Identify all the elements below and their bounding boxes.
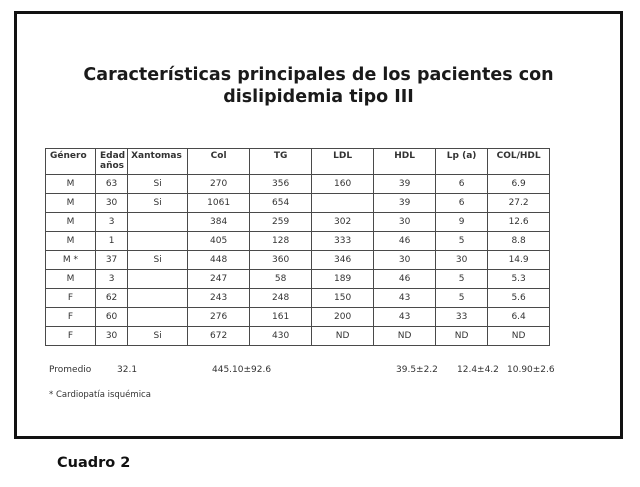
summary-lpa: 12.4±4.2 xyxy=(457,365,499,375)
cell-ldl: 346 xyxy=(312,251,374,270)
cell-col-hdl: 6.9 xyxy=(488,175,550,194)
cell-col: 405 xyxy=(188,232,250,251)
cell-genero: M * xyxy=(46,251,96,270)
cell-hdl: 46 xyxy=(374,270,436,289)
cell-ldl: ND xyxy=(312,327,374,346)
cell-lpa: 9 xyxy=(436,213,488,232)
table-row xyxy=(46,251,550,270)
cell-lpa: 6 xyxy=(436,194,488,213)
cell-genero: M xyxy=(46,270,96,289)
cell-hdl: 43 xyxy=(374,308,436,327)
cell-ldl: 150 xyxy=(312,289,374,308)
header-lpa: Lp (a) xyxy=(436,149,488,175)
table-row xyxy=(46,232,550,251)
cell-hdl: 39 xyxy=(374,194,436,213)
cell-edad: 63 xyxy=(96,175,128,194)
cell-xantomas xyxy=(128,270,188,289)
summary-hdl: 39.5±2.2 xyxy=(396,365,438,375)
cell-genero: M xyxy=(46,232,96,251)
cell-tg: 360 xyxy=(250,251,312,270)
table-row xyxy=(46,270,550,289)
cell-ldl xyxy=(312,194,374,213)
cell-col: 672 xyxy=(188,327,250,346)
cell-lpa: 5 xyxy=(436,289,488,308)
summary-row xyxy=(49,365,569,379)
cell-edad: 60 xyxy=(96,308,128,327)
cell-lpa: 6 xyxy=(436,175,488,194)
cell-edad: 37 xyxy=(96,251,128,270)
cell-ldl: 302 xyxy=(312,213,374,232)
cell-xantomas: Si xyxy=(128,327,188,346)
cell-xantomas xyxy=(128,232,188,251)
cell-xantomas: Si xyxy=(128,251,188,270)
cell-hdl: 30 xyxy=(374,213,436,232)
cell-genero: M xyxy=(46,213,96,232)
cell-edad: 30 xyxy=(96,327,128,346)
cell-genero: F xyxy=(46,289,96,308)
cell-xantomas xyxy=(128,289,188,308)
cell-lpa: ND xyxy=(436,327,488,346)
table-row xyxy=(46,289,550,308)
cell-ldl: 160 xyxy=(312,175,374,194)
cell-tg: 161 xyxy=(250,308,312,327)
header-col: Col xyxy=(188,149,250,175)
cell-lpa: 5 xyxy=(436,270,488,289)
summary-col: 445.10±92.6 xyxy=(212,365,272,375)
cell-tg: 356 xyxy=(250,175,312,194)
cell-edad: 3 xyxy=(96,270,128,289)
cell-tg: 430 xyxy=(250,327,312,346)
cell-lpa: 5 xyxy=(436,232,488,251)
cell-ldl: 189 xyxy=(312,270,374,289)
table-body xyxy=(46,175,550,346)
cell-ldl: 200 xyxy=(312,308,374,327)
cell-xantomas: Si xyxy=(128,194,188,213)
cell-col: 384 xyxy=(188,213,250,232)
cell-hdl: ND xyxy=(374,327,436,346)
header-col-hdl: COL/HDL xyxy=(488,149,550,175)
table-row xyxy=(46,213,550,232)
cell-tg: 248 xyxy=(250,289,312,308)
cell-lpa: 33 xyxy=(436,308,488,327)
cell-col-hdl: 8.8 xyxy=(488,232,550,251)
cell-col-hdl: 27.2 xyxy=(488,194,550,213)
cell-col-hdl: 12.6 xyxy=(488,213,550,232)
cell-tg: 654 xyxy=(250,194,312,213)
table-header-row xyxy=(46,149,550,175)
cell-genero: F xyxy=(46,308,96,327)
cell-genero: F xyxy=(46,327,96,346)
cell-genero: M xyxy=(46,194,96,213)
header-xantomas: Xantomas xyxy=(128,149,188,175)
cell-col: 247 xyxy=(188,270,250,289)
slide-title xyxy=(17,64,620,108)
cell-col-hdl: 6.4 xyxy=(488,308,550,327)
header-edad: Edad años xyxy=(96,149,128,175)
cell-xantomas: Si xyxy=(128,175,188,194)
cell-genero: M xyxy=(46,175,96,194)
cell-hdl: 46 xyxy=(374,232,436,251)
cell-col-hdl: 5.6 xyxy=(488,289,550,308)
cell-ldl: 333 xyxy=(312,232,374,251)
cell-col: 1061 xyxy=(188,194,250,213)
cell-col: 270 xyxy=(188,175,250,194)
table-row xyxy=(46,308,550,327)
footnote: * Cardiopatía isquémica xyxy=(49,390,151,400)
cell-tg: 58 xyxy=(250,270,312,289)
cell-xantomas xyxy=(128,213,188,232)
cell-edad: 3 xyxy=(96,213,128,232)
table-row xyxy=(46,327,550,346)
cell-col: 448 xyxy=(188,251,250,270)
cell-hdl: 43 xyxy=(374,289,436,308)
header-ldl: LDL xyxy=(312,149,374,175)
cell-col: 243 xyxy=(188,289,250,308)
cell-edad: 30 xyxy=(96,194,128,213)
cell-col-hdl: 5.3 xyxy=(488,270,550,289)
summary-edad: 32.1 xyxy=(117,365,138,375)
cell-edad: 1 xyxy=(96,232,128,251)
figure-caption: Cuadro 2 xyxy=(57,455,131,471)
table-row xyxy=(46,194,550,213)
cell-tg: 128 xyxy=(250,232,312,251)
cell-col-hdl: 14.9 xyxy=(488,251,550,270)
summary-label: Promedio xyxy=(49,365,92,375)
table-row xyxy=(46,175,550,194)
cell-hdl: 39 xyxy=(374,175,436,194)
cell-col-hdl: ND xyxy=(488,327,550,346)
cell-tg: 259 xyxy=(250,213,312,232)
header-tg: TG xyxy=(250,149,312,175)
title-line-2: dislipidemia tipo III xyxy=(223,87,414,107)
cell-col: 276 xyxy=(188,308,250,327)
summary-col-hdl: 10.90±2.6 xyxy=(507,365,555,375)
cell-xantomas xyxy=(128,308,188,327)
cell-lpa: 30 xyxy=(436,251,488,270)
header-genero: Género xyxy=(46,149,96,175)
cell-hdl: 30 xyxy=(374,251,436,270)
patients-table xyxy=(45,148,550,346)
header-hdl: HDL xyxy=(374,149,436,175)
title-line-1: Características principales de los pacientes con xyxy=(83,65,554,85)
cell-edad: 62 xyxy=(96,289,128,308)
